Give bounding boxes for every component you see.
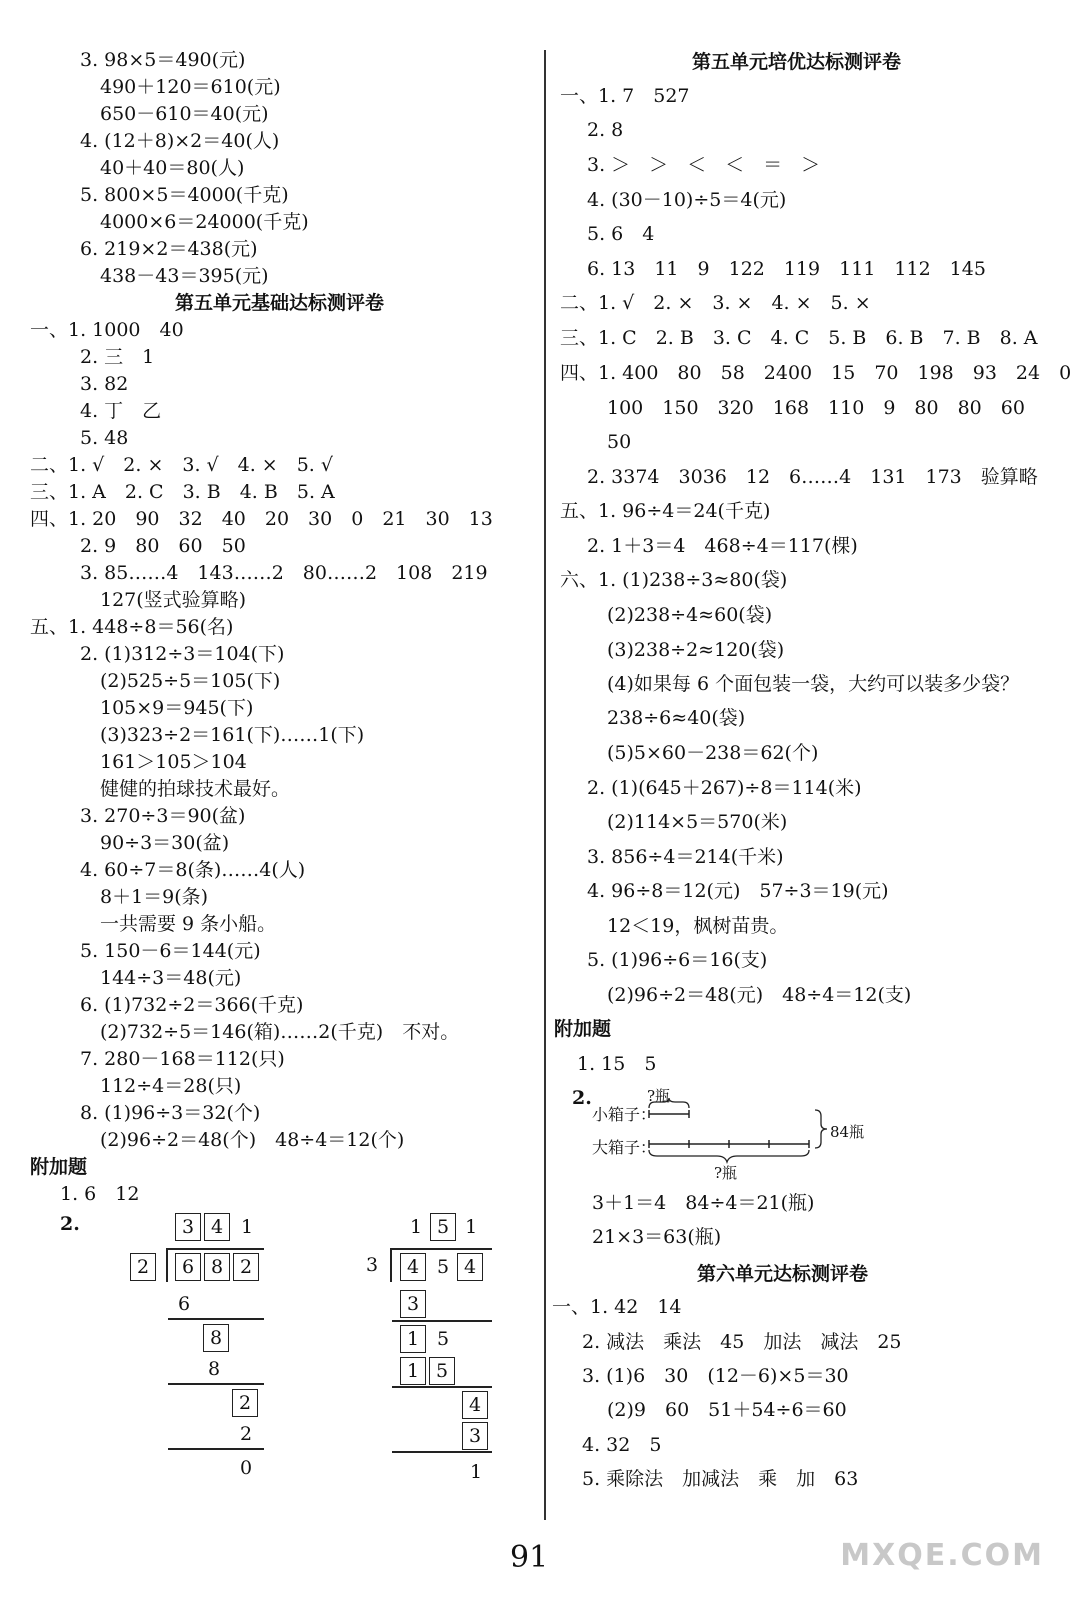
step-value [203,1324,232,1352]
answer-line: 2. 1＋3＝4 468÷4＝117(棵) [587,535,858,557]
segment-diagram-lines [647,1098,827,1168]
extra-title: 附加题 [30,1156,88,1178]
answer-line: 6. (1)732÷2＝366(千克) [80,994,304,1016]
question-label: ?瓶 [714,1164,738,1182]
answer-line: 5. 800×5＝4000(千克) [80,184,289,206]
digit: 1 [465,1216,478,1238]
answer-line: 3. ＞ ＞ ＜ ＜ ＝ ＞ [587,154,821,176]
answer-line: 650－610＝40(元) [100,103,269,125]
answer-line: 四、1. 400 80 58 2400 15 70 198 93 24 0 [560,362,1072,384]
answer-line: 2. 8 [587,119,624,141]
answer-line: 5. 乘除法 加减法 乘 加 63 [582,1468,859,1490]
answer-line: (2)732÷5＝146(箱)……2(千克) 不对。 [100,1021,460,1043]
answer-line: 1. 6 12 [60,1183,140,1205]
answer-line: 2. 9 80 60 50 [80,535,246,557]
digit-box: 8 [203,1324,229,1352]
division-bar [392,1248,492,1250]
digit-box: 4 [400,1253,426,1281]
answer-line: 3＋1＝4 84÷4＝21(瓶) [592,1192,815,1214]
step-line [168,1448,264,1450]
answer-line: 一、1. 42 14 [552,1296,682,1318]
answer-line: (3)323÷2＝161(下)……1(下) [100,724,365,746]
step-value [400,1290,429,1318]
answer-line: 一、1. 7 527 [560,85,690,107]
section-title: 第六单元达标测评卷 [697,1263,869,1285]
column-divider [544,50,546,1520]
answer-line: (4)如果每 6 个面包装一袋，大约可以装多少袋？ [607,673,1020,695]
answer-line: 健健的拍球技术最好。 [100,778,291,800]
page-number: 91 [510,1540,549,1575]
step-value [462,1391,491,1419]
digit: 1 [410,1216,423,1238]
step-value: 8 [208,1358,221,1380]
digit-box: 6 [175,1253,201,1281]
digit-box: 3 [400,1290,426,1318]
question-label: ?瓶 [647,1087,671,1105]
answer-line: 3. 85……4 143……2 80……2 108 219 [80,562,488,584]
answer-line: 4. 丁 乙 [80,400,162,422]
answer-line: (2)238÷4≈60(袋) [607,604,773,626]
answer-line: 三、1. A 2. C 3. B 4. B 5. A [30,481,335,503]
answer-line: 127(竖式验算略) [100,589,247,611]
answer-line: 438－43＝395(元) [100,265,269,287]
step-value [400,1357,458,1385]
answer-line: 161＞105＞104 [100,751,247,773]
digit-box: 5 [429,1357,455,1385]
divisor: 3 [366,1254,379,1276]
answer-line: (2)525÷5＝105(下) [100,670,281,692]
quotient [175,1213,253,1241]
answer-line: 5. (1)96÷6＝16(支) [587,949,768,971]
big-box-label: 大箱子： [592,1138,657,1157]
answer-line: (2)114×5＝570(米) [607,811,788,833]
digit-box: 2 [233,1253,259,1281]
answer-line: 六、1. (1)238÷3≈80(袋) [560,569,788,591]
answer-line: 6. 219×2＝438(元) [80,238,258,260]
answer-line: 2. 三 1 [80,346,155,368]
answer-line: 2. 减法 乘法 45 加法 减法 25 [582,1331,902,1353]
dividend [175,1253,262,1281]
digit-box: 8 [204,1253,230,1281]
digit: 1 [241,1216,254,1238]
answer-line: (2)9 60 51＋54÷6＝60 [607,1399,847,1421]
answer-line: 100 150 320 168 110 9 80 80 60 [607,397,1025,419]
small-box-label: 小箱子： [592,1105,657,1124]
answer-line: 三、1. C 2. B 3. C 4. C 5. B 6. B 7. B 8. A [560,327,1038,349]
quotient [410,1213,477,1241]
answer-line: 1. 15 5 [577,1053,657,1075]
answer-line: 4. 96÷8＝12(元) 57÷3＝19(元) [587,880,889,902]
digit-box: 3 [175,1213,201,1241]
answer-line: 3. (1)6 30 (12－6)×5＝30 [582,1365,849,1387]
dividend [400,1253,486,1281]
answer-line: 四、1. 20 90 32 40 20 30 0 21 30 13 [30,508,493,530]
step-line [392,1320,492,1322]
digit-box: 1 [400,1325,426,1353]
digit-box: 2 [232,1389,258,1417]
step-value: 6 [178,1293,191,1315]
answer-line: 3. 270÷3＝90(盆) [80,805,246,827]
remainder: 1 [470,1461,483,1483]
step-line [392,1451,492,1453]
answer-line: 7. 280－168＝112(只) [80,1048,285,1070]
answer-line: (3)238÷2≈120(袋) [607,639,785,661]
answer-line: 二、1. √ 2. × 3. √ 4. × 5. √ [30,454,333,476]
answer-line: 4000×6＝24000(千克) [100,211,309,233]
answer-line: 21×3＝63(瓶) [592,1226,722,1248]
digit-box: 5 [430,1213,456,1241]
answer-line: 一共需要 9 条小船。 [100,913,277,935]
answer-line: 8＋1＝9(条) [100,886,209,908]
answer-line: 五、1. 448÷8＝56(名) [30,616,234,638]
answer-line: 4. 32 5 [582,1434,662,1456]
digit-box: 4 [462,1391,488,1419]
answer-line: 5. 48 [80,427,129,449]
answer-line: 50 [607,431,632,453]
answer-line: 2. [60,1213,80,1235]
answer-line: 6. 13 11 9 122 119 111 112 145 [587,258,986,280]
answer-line: 二、1. √ 2. × 3. × 4. × 5. × [560,292,871,314]
answer-line: 3. 82 [80,373,129,395]
answer-line: 3. 856÷4＝214(千米) [587,846,784,868]
digit-box: 4 [457,1253,483,1281]
answer-line: 5. 6 4 [587,223,655,245]
total-label: 84瓶 [830,1123,865,1141]
step-value [400,1325,449,1353]
divisor [130,1253,159,1281]
section-title: 第五单元基础达标测评卷 [175,292,385,314]
answer-line: 144÷3＝48(元) [100,967,242,989]
division-bracket [390,1248,392,1282]
digit: 5 [437,1328,450,1350]
answer-line: 5. 150－6＝144(元) [80,940,261,962]
digit-box: 3 [462,1422,488,1450]
step-value [462,1422,491,1450]
answer-line: 238÷6≈40(袋) [607,707,746,729]
digit-box: 2 [130,1253,156,1281]
answer-line: 一、1. 1000 40 [30,319,184,341]
answer-line: 490＋120＝610(元) [100,76,281,98]
answer-line: 105×9＝945(下) [100,697,254,719]
answer-line: 2. [572,1087,592,1109]
answer-line: 4. 60÷7＝8(条)……4(人) [80,859,306,881]
answer-line: 2. 3374 3036 12 6……4 131 173 验算略 [587,466,1038,488]
digit: 5 [437,1256,450,1278]
answer-line: 五、1. 96÷4＝24(千克) [560,500,771,522]
section-title: 第五单元培优达标测评卷 [692,51,902,73]
remainder: 0 [240,1457,253,1479]
step-value [232,1389,261,1417]
answer-line: 90÷3＝30(盆) [100,832,230,854]
answer-line: 3. 98×5＝490(元) [80,49,246,71]
answer-line: (2)96÷2＝48(个) 48÷4＝12(个) [100,1129,405,1151]
extra-title: 附加题 [554,1018,612,1040]
digit-box: 4 [204,1213,230,1241]
answer-line: 4. (12＋8)×2＝40(人) [80,130,280,152]
step-line [168,1318,264,1320]
watermark: MXQE.COM [840,1538,1044,1573]
digit-box: 1 [400,1357,426,1385]
answer-line: (5)5×60－238＝62(个) [607,742,819,764]
answer-line: 2. (1)(645＋267)÷8＝114(米) [587,777,862,799]
answer-line: 8. (1)96÷3＝32(个) [80,1102,261,1124]
answer-line: (2)96÷2＝48(元) 48÷4＝12(支) [607,984,912,1006]
answer-line: 4. (30－10)÷5＝4(元) [587,189,787,211]
answer-line: 2. (1)312÷3＝104(下) [80,643,285,665]
step-value: 2 [240,1423,253,1445]
division-bar [168,1248,264,1250]
answer-line: 12＜19，枫树苗贵。 [607,915,789,937]
step-line [168,1383,264,1385]
answer-line: 112÷4＝28(只) [100,1075,242,1097]
division-bracket [166,1248,168,1282]
step-line [392,1386,492,1388]
answer-line: 40＋40＝80(人) [100,157,245,179]
